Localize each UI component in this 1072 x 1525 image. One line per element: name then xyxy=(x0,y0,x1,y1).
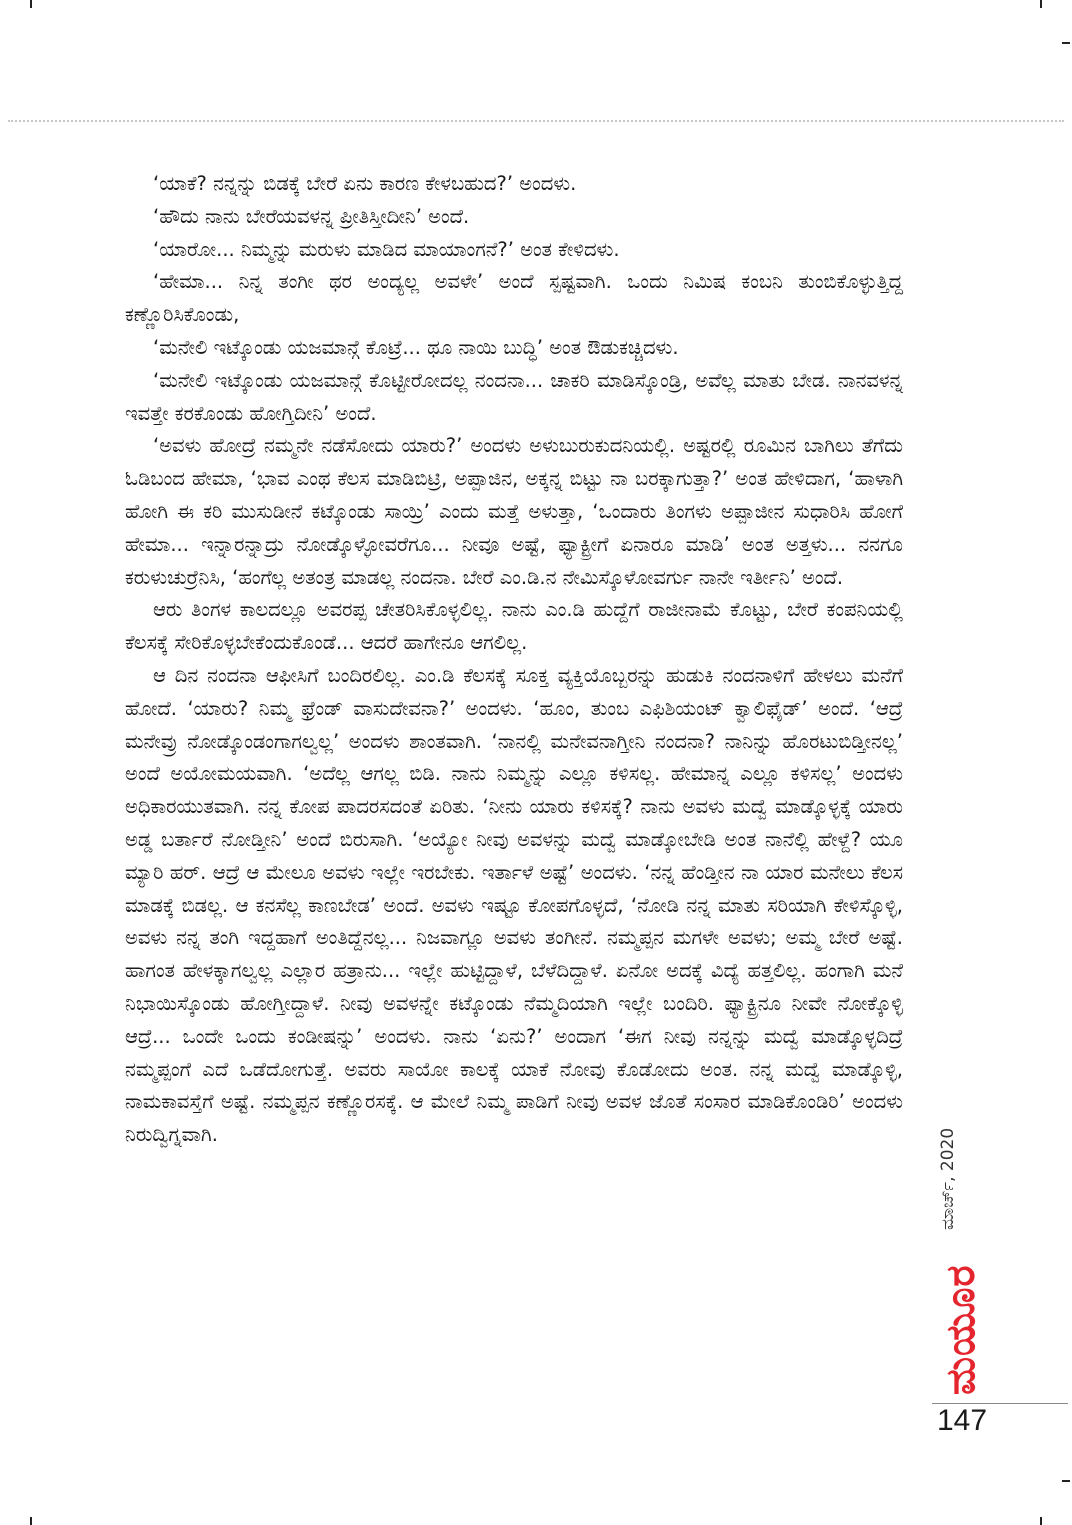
paragraph: ‘ಮನೇಲಿ ಇಟ್ಕೊಂಡು ಯಜಮಾನ್ಗೆ ಕೊಟ್ಟೀರೋದಲ್ಲ ನಂದನಾ... ಚಾಕರಿ ಮಾಡಿಸ್ಕೊಂಡ್ರಿ, ಅವೆಲ್ಲ ಮಾತು ಬೇಡ. ನಾನವಳನ್ನ ಇವತ್ತೇ ಕರಕೊಂಡು ಹೋಗ್ತಿದೀನಿ’ ಅಂದೆ. xyxy=(125,368,903,425)
paragraph: ‘ಮನೇಲಿ ಇಟ್ಕೊಂಡು ಯಜಮಾನ್ಗೆ ಕೊಟ್ರೆ... ಥೂ ನಾಯಿ ಬುದ್ಧಿ’ ಅಂತ ಔಡುಕಚ್ಚಿದಳು. xyxy=(153,335,679,359)
paragraph: ಆರು ತಿಂಗಳ ಕಾಲದಲ್ಲೂ ಅವರಪ್ಪ ಚೇತರಿಸಿಕೊಳ್ಳಲಿಲ್ಲ. ನಾನು ಎಂ.ಡಿ ಹುದ್ದೆಗೆ ರಾಜೀನಾಮೆ ಕೊಟ್ಟು, ಬೇರೆ ಕಂಪನಿಯಲ್ಲಿ ಕೆಲಸಕ್ಕೆ ಸೇರಿಕೊಳ್ಳಬೇಕೆಂದುಕೊಂಡೆ... ಆದರೆ ಹಾಗೇನೂ ಆಗಲಿಲ್ಲ. xyxy=(125,598,903,655)
article-body xyxy=(125,168,903,1152)
crop-mark-bottom-left xyxy=(30,1517,32,1525)
crop-mark-right-lower xyxy=(1062,1480,1070,1482)
crop-mark-top-left xyxy=(30,0,32,8)
paragraph: ಆ ದಿನ ನಂದನಾ ಆಫೀಸಿಗೆ ಬಂದಿರಲಿಲ್ಲ. ಎಂ.ಡಿ ಕೆಲಸಕ್ಕೆ ಸೂಕ್ತ ವ್ಯಕ್ತಿಯೊಬ್ಬರನ್ನು ಹುಡುಕಿ ನಂದನಾಳಿಗೆ ಹೇಳಲು ಮನೆಗೆ ಹೋದೆ. ‘ಯಾರು? ನಿಮ್ಮ ಫ್ರೆಂಡ್ ವಾಸುದೇವನಾ?’ ಅಂದಳು. ‘ಹೂಂ, ತುಂಬ ಎಫಿಶಿಯಂಟ್ ಕ್ವಾಲಿಫೈಡ್’ ಅಂದೆ. ‘ಆದ್ರೆ ಮನೇವ್ರು ನೋಡ್ಕೊಂಡಂಗಾಗಲ್ವಲ್ಲ’ ಅಂದಳು ಶಾಂತವಾಗಿ. ‘ನಾನಲ್ಲಿ ಮನೇವನಾಗ್ತೀನಿ ನಂದನಾ? ನಾನಿನ್ನು ಹೊರಟುಬಿಡ್ತೀನಲ್ಲ’ ಅಂದೆ ಅಯೋಮಯವಾಗಿ. ‘ಅದೆಲ್ಲ ಆಗಲ್ಲ ಬಿಡಿ. ನಾನು ನಿಮ್ಮನ್ನು ಎಲ್ಲೂ ಕಳಿಸಲ್ಲ. ಹೇಮಾನ್ನ ಎಲ್ಲೂ ಕಳಿಸಲ್ಲ’ ಅಂದಳು ಅಧಿಕಾರಯುತವಾಗಿ. ನನ್ನ ಕೋಪ ಪಾದರಸದಂತೆ ಏರಿತು. ‘ನೀನು ಯಾರು ಕಳಿಸಕ್ಕೆ? ನಾನು ಅವಳು ಮದ್ವೆ ಮಾಡ್ಕೊಳ್ಳಕ್ಕೆ ಯಾರು ಅಡ್ಡ ಬರ್ತಾರೆ ನೋಡ್ತೀನಿ’ ಅಂದೆ ಬಿರುಸಾಗಿ. ‘ಅಯ್ಯೋ ನೀವು ಅವಳನ್ನು ಮದ್ವೆ ಮಾಡ್ಕೋಬೇಡಿ ಅಂತ ನಾನೆಲ್ಲಿ ಹೇಳ್ದೆ? ಯೂ ಮ್ಯಾರಿ ಹರ್. ಆದ್ರೆ ಆ ಮೇಲೂ ಅವಳು ಇಲ್ಲೇ ಇರಬೇಕು. ಇರ್ತಾಳೆ ಅಷ್ಟೆ’ ಅಂದಳು. ‘ನನ್ನ ಹೆಂಡ್ತೀನ ನಾ ಯಾರ ಮನೇಲು ಕೆಲಸ ಮಾಡಕ್ಕೆ ಬಿಡಲ್ಲ. ಆ ಕನಸೆಲ್ಲ ಕಾಣಬೇಡ’ ಅಂದೆ. ಅವಳು ಇಷ್ಟೂ ಕೋಪಗೊಳ್ಳದೆ, ‘ನೋಡಿ ನನ್ನ ಮಾತು ಸರಿಯಾಗಿ ಕೇಳಿಸ್ಕೊಳ್ಳಿ, ಅವಳು ನನ್ನ ತಂಗಿ ಇದ್ದಹಾಗೆ ಅಂತಿದ್ದೆನಲ್ಲ... ನಿಜವಾಗ್ಲೂ ಅವಳು ತಂಗೀನೆ. ನಮ್ಮಪ್ಪನ ಮಗಳೇ ಅವಳು; ಅಮ್ಮ ಬೇರೆ ಅಷ್ಟೆ. ಹಾಗಂತ ಹೇಳಕ್ಕಾಗಲ್ವಲ್ಲ ಎಲ್ಲಾರ ಹತ್ರಾನು... ಇಲ್ಲೇ ಹುಟ್ಟಿದ್ದಾಳೆ, ಬೆಳೆದಿದ್ದಾಳೆ. ಏನೋ ಅದಕ್ಕೆ ವಿದ್ಯೆ ಹತ್ತಲಿಲ್ಲ. ಹಂಗಾಗಿ ಮನೆ ನಿಭಾಯಿಸ್ಕೊಂಡು ಹೋಗ್ತೀದ್ದಾಳೆ. ನೀವು ಅವಳನ್ನೇ ಕಟ್ಕೊಂಡು ನೆಮ್ಮದಿಯಾಗಿ ಇಲ್ಲೇ ಬಂದಿರಿ. ಫ್ಯಾಕ್ಟ್ರಿನೂ ನೀವೇ ನೋಕ್ಕೊಳ್ಳಿ ಆದ್ರೆ... ಒಂದೇ ಒಂದು ಕಂಡೀಷನ್ನು’ ಅಂದಳು. ನಾನು ‘ಏನು?’ ಅಂದಾಗ ‘ಈಗ ನೀವು ನನ್ನನ್ನು ಮದ್ವೆ ಮಾಡ್ಕೊಳ್ಳದಿದ್ರೆ ನಮ್ಮಪ್ಪಂಗೆ ಎದೆ ಒಡೆದೋಗುತ್ತೆ. ಅವರು ಸಾಯೋ ಕಾಲಕ್ಕೆ ಯಾಕೆ ನೋವು ಕೊಡೋದು ಅಂತ. ನನ್ನ ಮದ್ವೆ ಮಾಡ್ಕೊಳ್ಳಿ, ನಾಮಕಾವಸ್ತೆಗೆ ಅಷ್ಟೆ. ನಮ್ಮಪ್ಪನ ಕಣ್ಣೊರಸಕ್ಕೆ. ಆ ಮೇಲೆ ನಿಮ್ಮ ಪಾಡಿಗೆ ನೀವು ಅವಳ ಜೊತೆ ಸಂಸಾರ ಮಾಡಿಕೊಂಡಿರಿ’ ಅಂದಳು ನಿರುದ್ವಿಗ್ನವಾಗಿ. xyxy=(125,663,903,1147)
crop-mark-right-upper xyxy=(1062,42,1070,44)
paragraph: ‘ಯಾಕೆ? ನನ್ನನ್ನು ಬಿಡಕ್ಕೆ ಬೇರೆ ಏನು ಕಾರಣ ಕೇಳಬಹುದ?’ ಅಂದಳು. xyxy=(153,172,577,195)
paragraph: ‘ಹೇಮಾ... ನಿನ್ನ ತಂಗೀ ಥರ ಅಂದ್ಯಲ್ಲ ಅವಳೇ’ ಅಂದೆ ಸ್ಪಷ್ಟವಾಗಿ. ಒಂದು ನಿಮಿಷ ಕಂಬನಿ ತುಂಬಿಕೊಳ್ಳುತ್ತಿದ್ದ ಕಣ್ಣೊರಿಸಿಕೊಂಡು, xyxy=(125,270,903,327)
paragraph: ‘ಹೌದು ನಾನು ಬೇರೆಯವಳನ್ನ ಪ್ರೀತಿಸ್ತೀದೀನಿ’ ಅಂದೆ. xyxy=(153,204,470,228)
header-dotted-rule xyxy=(8,120,1064,122)
paragraph: ‘ಅವಳು ಹೋದ್ರೆ ನಮ್ಮನೇ ನಡೆಸೋದು ಯಾರು?’ ಅಂದಳು ಅಳುಬುರುಕುದನಿಯಲ್ಲಿ. ಅಷ್ಟರಲ್ಲಿ ರೂಮಿನ ಬಾಗಿಲು ತೆಗೆದು ಓಡಿಬಂದ ಹೇಮಾ, ‘ಭಾವ ಎಂಥ ಕೆಲಸ ಮಾಡಿಬಿಟ್ರಿ, ಅಪ್ಪಾಜಿನ, ಅಕ್ಕನ್ನ ಬಿಟ್ಟು ನಾ ಬರಕ್ಕಾಗುತ್ತಾ?’ ಅಂತ ಹೇಳಿದಾಗ, ‘ಹಾಳಾಗಿ ಹೋಗಿ ಈ ಕರಿ ಮುಸುಡೀನೆ ಕಟ್ಕೊಂಡು ಸಾಯ್ರಿ’ ಎಂದು ಮತ್ತೆ ಅಳುತ್ತಾ, ‘ಒಂದಾರು ತಿಂಗಳು ಅಪ್ಪಾಜೀನ ಸುಧಾರಿಸಿ ಹೋಗೆ ಹೇಮಾ... ಇನ್ನಾರನ್ನಾದ್ರು ನೋಡ್ಕೊಳ್ಳೋವರೆಗೂ... ನೀವೂ ಅಷ್ಟೆ, ಫ್ಯಾಕ್ಟ್ರೀಗೆ ಏನಾರೂ ಮಾಡಿ’ ಅಂತ ಅತ್ತಳು... ನನಗೂ ಕರುಳುಚುರ್ರೆನಿಸಿ, ‘ಹಂಗೆಲ್ಲ ಅತಂತ್ರ ಮಾಡಲ್ಲ ನಂದನಾ. ಬೇರೆ ಎಂ.ಡಿ.ನ ನೇಮಿಸ್ಕೊಳೋವರ್ಗು ನಾನೇ ಇರ್ತೀನಿ’ ಅಂದೆ. xyxy=(125,434,903,589)
issue-date: ಮಾರ್ಚ್, 2020 xyxy=(938,1127,958,1230)
magazine-logo: ಮಯೂರ xyxy=(938,1264,984,1395)
crop-mark-bottom-right xyxy=(1040,1517,1042,1525)
page-number: 147 xyxy=(937,1404,988,1437)
paragraph: ‘ಯಾರೋ... ನಿಮ್ಮನ್ನು ಮರುಳು ಮಾಡಿದ ಮಾಯಾಂಗನೆ?’ ಅಂತ ಕೇಳಿದಳು. xyxy=(153,237,620,261)
crop-mark-top-right xyxy=(1040,0,1042,8)
